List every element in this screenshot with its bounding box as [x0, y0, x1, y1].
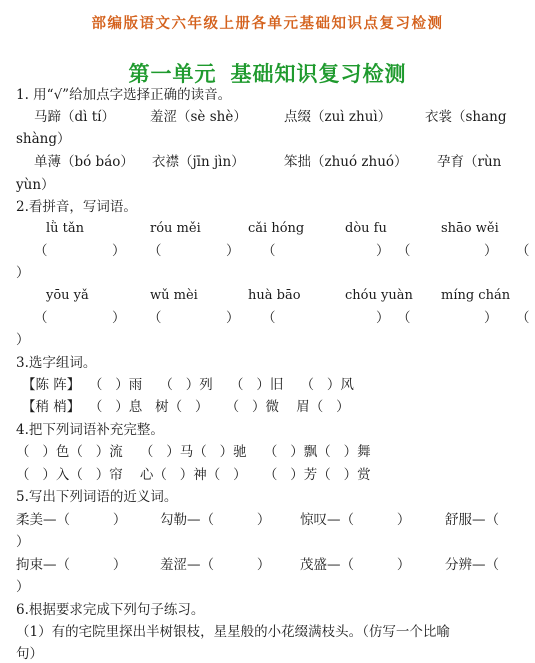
q1-item-3: 点缀（zuì zhuì） — [284, 109, 392, 125]
q5-item-8: 分辨—（ — [445, 557, 499, 573]
q1-item-4: 衣裳（shang — [425, 109, 507, 125]
q1-item-8: 孕育（rùn — [437, 154, 502, 170]
q2-pinyin-4: dòu fu — [345, 221, 387, 236]
answer-box-close: ） — [16, 332, 30, 348]
q3-row-1: 【陈 阵】 （ ）雨 （ ）列 （ ）旧 （ ）风 — [22, 377, 354, 393]
q2-pinyin-6: yōu yǎ — [46, 288, 89, 303]
q1-item-2: 羞涩（sè shè） — [150, 109, 247, 125]
q1-item-6: 衣襟（jīn jìn） — [152, 154, 245, 170]
q5-item-1: 柔美—（ ） — [16, 512, 127, 528]
q4-row-2: （ ）入（ ）帘 心（ ）神（ ） （ ）芳（ ）赏 — [16, 467, 371, 483]
answer-box-close: ） — [16, 265, 30, 281]
q1-item-1: 马蹄（dì tí） — [34, 109, 115, 125]
answer-box-close: ） — [226, 243, 240, 259]
q6-item-1: （1）有的宅院里探出半树银枝，星星般的小花缀满枝头。（仿写一个比喻 — [16, 624, 450, 640]
answer-box-open[interactable]: （ — [262, 243, 276, 259]
q5-item-3: 惊叹—（ ） — [300, 512, 411, 528]
unit-title-text: 基础知识复习检测 — [230, 62, 407, 86]
answer-box-close: ） — [484, 310, 498, 326]
answer-box-close: ） — [376, 243, 390, 259]
q4-row-1: （ ）色（ ）流 （ ）马（ ）驰 （ ）飘（ ）舞 — [16, 444, 371, 460]
q2-heading: 2.看拼音，写词语。 — [16, 199, 137, 215]
q3-heading: 3.选字组词。 — [16, 355, 97, 371]
q5-heading: 5.写出下列词语的近义词。 — [16, 489, 178, 505]
q5-item-4-wrap: ） — [16, 534, 30, 550]
answer-box-close: ） — [112, 243, 126, 259]
answer-box-close: ） — [376, 310, 390, 326]
q2-pinyin-5: shāo wěi — [441, 221, 499, 236]
q2-pinyin-9: chóu yuàn — [345, 288, 413, 303]
q2-pinyin-10: míng chán — [441, 288, 511, 303]
q5-item-8-wrap: ） — [16, 579, 30, 595]
q6-item-1-wrap: 句） — [16, 646, 43, 662]
answer-box-close: ） — [112, 310, 126, 326]
q5-item-7: 茂盛—（ ） — [300, 557, 411, 573]
answer-box-close: ） — [226, 310, 240, 326]
q5-item-2: 勾勒—（ ） — [160, 512, 271, 528]
answer-box-open[interactable]: （ — [34, 310, 48, 326]
q1-item-7: 笨拙（zhuó zhuó） — [284, 154, 408, 170]
answer-box-open[interactable]: （ — [262, 310, 276, 326]
unit-title — [0, 58, 535, 88]
answer-box-open[interactable]: （ — [516, 243, 530, 259]
q5-item-6: 羞涩—（ ） — [160, 557, 271, 573]
q5-item-5: 拘束—（ ） — [16, 557, 127, 573]
answer-box-open[interactable]: （ — [34, 243, 48, 259]
q6-heading: 6.根据要求完成下列句子练习。 — [16, 602, 205, 618]
q1-item-4-wrap: shàng） — [16, 131, 71, 147]
answer-box-open[interactable]: （ — [148, 310, 162, 326]
q2-pinyin-7: wǔ mèi — [150, 288, 198, 303]
q1-heading: 1. 用“√”给加点字选择正确的读音。 — [16, 87, 232, 103]
q2-pinyin-3: cǎi hóng — [248, 221, 305, 236]
answer-box-open[interactable]: （ — [397, 243, 411, 259]
unit-title-number: 第一单元 — [128, 62, 217, 86]
q4-heading: 4.把下列词语补充完整。 — [16, 422, 164, 438]
banner-title: 部编版语文六年级上册各单元基础知识点复习检测 — [91, 15, 444, 32]
answer-box-close: ） — [484, 243, 498, 259]
q1-item-5: 单薄（bó báo） — [34, 154, 134, 170]
q2-pinyin-2: róu měi — [150, 221, 201, 236]
answer-box-open[interactable]: （ — [148, 243, 162, 259]
answer-box-open[interactable]: （ — [397, 310, 411, 326]
q3-row-2: 【稍 梢】 （ ）息 树（ ） （ ）微 眉（ ） — [22, 399, 350, 415]
q5-item-4: 舒服—（ — [445, 512, 499, 528]
q1-item-8-wrap: yùn） — [16, 177, 55, 193]
q2-pinyin-8: huà bāo — [248, 288, 301, 303]
q2-pinyin-1: lǜ tǎn — [46, 221, 85, 236]
answer-box-open[interactable]: （ — [516, 310, 530, 326]
